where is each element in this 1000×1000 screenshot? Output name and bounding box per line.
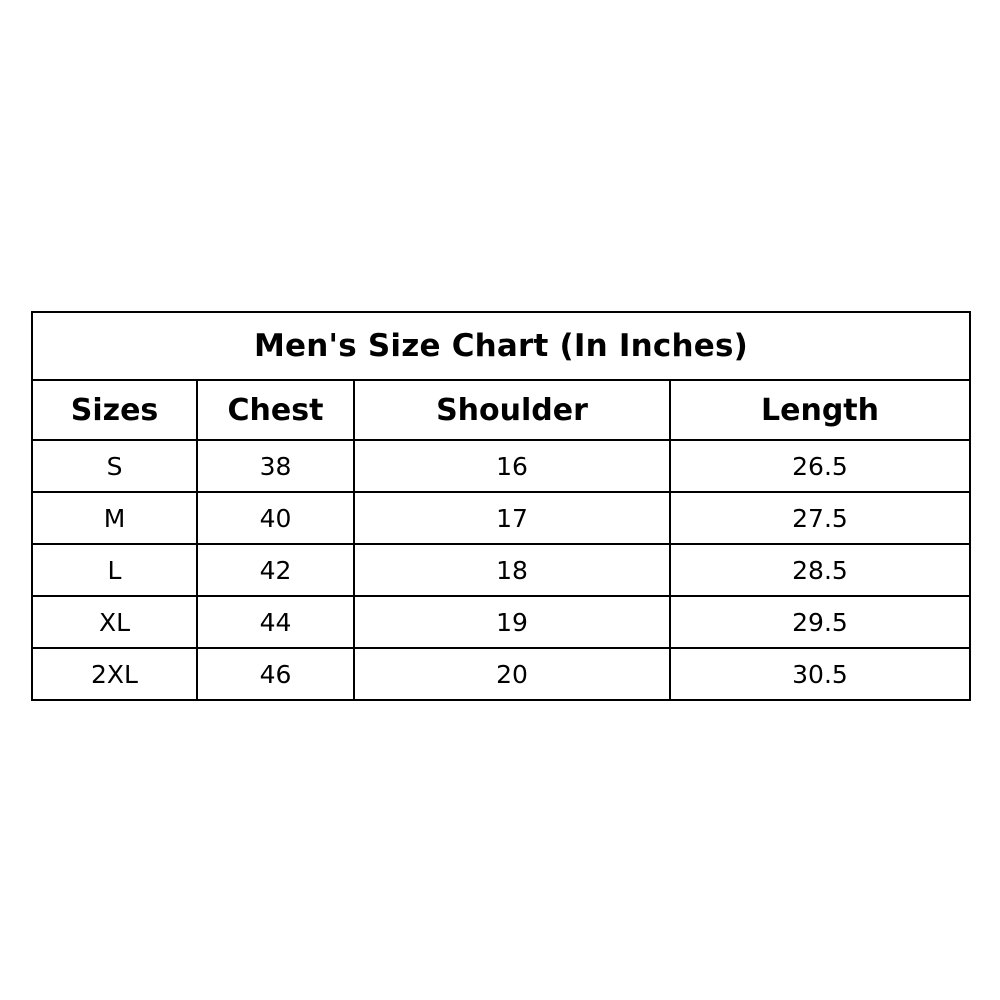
table-row	[32, 596, 970, 648]
cell-shoulder: 20	[354, 648, 670, 700]
cell-chest: 44	[197, 596, 354, 648]
size-chart-container	[31, 311, 969, 701]
size-chart-table	[31, 311, 971, 701]
cell-length: 28.5	[670, 544, 970, 596]
table-header-row	[32, 380, 970, 440]
chart-title: Men's Size Chart (In Inches)	[32, 312, 970, 380]
column-header-shoulder: Shoulder	[354, 380, 670, 440]
cell-chest: 46	[197, 648, 354, 700]
cell-length: 26.5	[670, 440, 970, 492]
cell-length: 30.5	[670, 648, 970, 700]
cell-chest: 38	[197, 440, 354, 492]
cell-size: S	[32, 440, 197, 492]
cell-chest: 40	[197, 492, 354, 544]
cell-size: 2XL	[32, 648, 197, 700]
cell-shoulder: 19	[354, 596, 670, 648]
table-row	[32, 544, 970, 596]
cell-chest: 42	[197, 544, 354, 596]
cell-length: 27.5	[670, 492, 970, 544]
cell-size: M	[32, 492, 197, 544]
cell-shoulder: 17	[354, 492, 670, 544]
cell-size: L	[32, 544, 197, 596]
cell-shoulder: 18	[354, 544, 670, 596]
table-row	[32, 440, 970, 492]
table-title-row	[32, 312, 970, 380]
table-row	[32, 492, 970, 544]
column-header-length: Length	[670, 380, 970, 440]
column-header-chest: Chest	[197, 380, 354, 440]
cell-length: 29.5	[670, 596, 970, 648]
cell-size: XL	[32, 596, 197, 648]
column-header-sizes: Sizes	[32, 380, 197, 440]
table-row	[32, 648, 970, 700]
cell-shoulder: 16	[354, 440, 670, 492]
